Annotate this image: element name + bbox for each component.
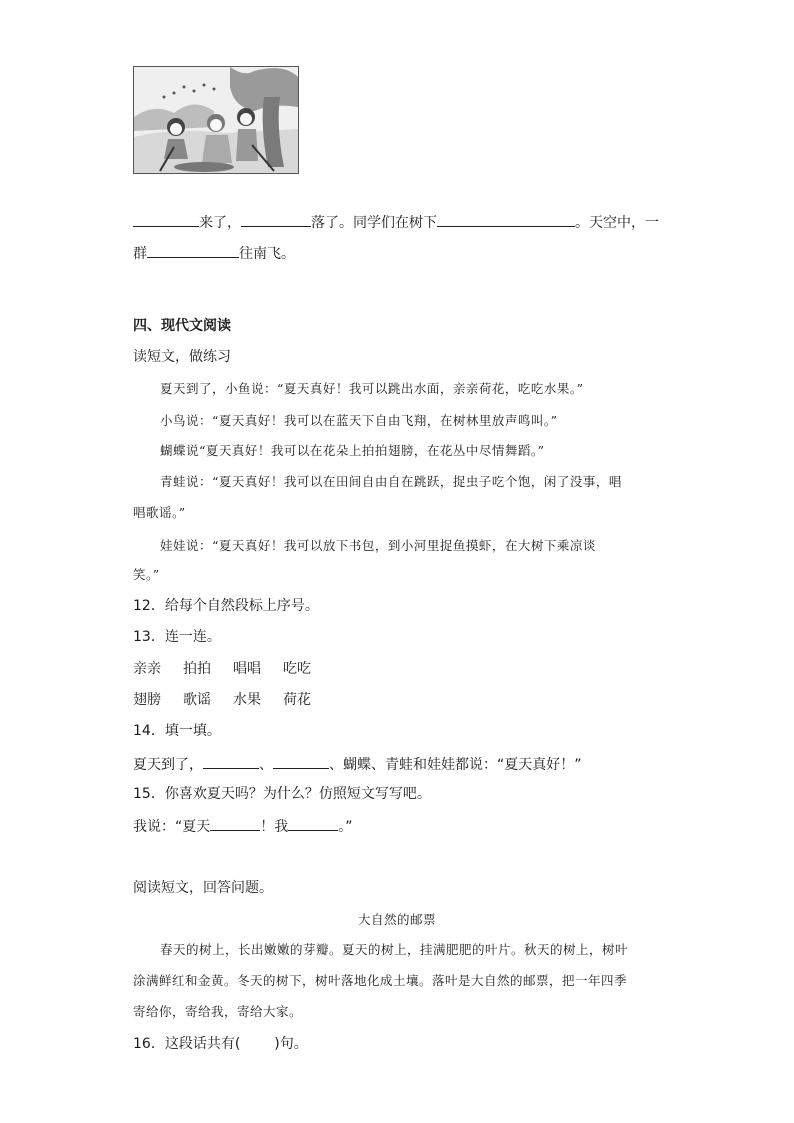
match-word[interactable]: 拍拍 (183, 661, 211, 677)
instruction-2: 阅读短文，回答问题。 (133, 880, 273, 896)
match-word[interactable]: 荷花 (283, 692, 311, 708)
match-word[interactable]: 水果 (233, 692, 261, 708)
question-13: 13．连一连。 (133, 629, 221, 645)
passage-line: 寄给你，寄给我，寄给大家。 (133, 1004, 303, 1019)
match-word[interactable]: 翅膀 (133, 692, 161, 708)
picture-sentence-line2: 群 往南飞。 (133, 242, 295, 264)
passage-paragraph: 夏天到了，小鱼说：“夏天真好！我可以跳出水面，亲亲荷花，吃吃水果。” (160, 381, 584, 396)
match-row-1 (133, 659, 333, 679)
picture-sentence-line1: 来了， 落了。同学们在树下 。天空中，一 (133, 211, 659, 233)
passage-line: 涂满鲜红和金黄。冬天的树下，树叶落地化成土壤。落叶是大自然的邮票，把一年四季 (133, 973, 628, 988)
answer-blank[interactable] (437, 211, 575, 227)
match-word[interactable]: 吃吃 (283, 661, 311, 677)
question-15: 15．你喜欢夏天吗？为什么？仿照短文写写吧。 (133, 786, 431, 802)
question-12: 12．给每个自然段标上序号。 (133, 598, 319, 614)
match-word[interactable]: 歌谣 (183, 692, 211, 708)
question-16: 16．这段话共有( )句。 (133, 1036, 308, 1052)
answer-blank[interactable] (133, 211, 199, 227)
autumn-illustration (133, 66, 299, 174)
answer-blank[interactable] (147, 242, 239, 258)
passage-line: 春天的树上，长出嫩嫩的芽瓣。夏天的树上，挂满肥肥的叶片。秋天的树上，树叶 (160, 942, 629, 957)
answer-blank[interactable] (203, 753, 259, 769)
answer-blank[interactable] (288, 815, 338, 831)
children-sweeping-leaves-image (134, 67, 298, 173)
passage-paragraph: 青蛙说：“夏天真好！我可以在田间自由自在跳跃，捉虫子吃个饱，闲了没事，唱 (160, 474, 622, 489)
passage-title: 大自然的邮票 (357, 912, 436, 927)
answer-blank[interactable] (210, 815, 260, 831)
match-row-2 (133, 690, 333, 710)
match-word[interactable]: 唱唱 (233, 661, 261, 677)
match-word[interactable]: 亲亲 (133, 661, 161, 677)
passage-paragraph-cont: 唱歌谣。” (133, 505, 186, 520)
section-heading: 四、现代文阅读 (133, 318, 231, 334)
question-15-sentence: 我说：“夏天 ！我 。” (133, 815, 353, 837)
answer-blank[interactable] (241, 211, 311, 227)
passage-paragraph: 娃娃说：“夏天真好！我可以放下书包，到小河里捉鱼摸虾，在大树下乘凉谈 (160, 538, 596, 553)
passage-paragraph: 蝴蝶说“夏天真好！我可以在花朵上拍拍翅膀，在花丛中尽情舞蹈。” (160, 443, 545, 458)
passage-paragraph: 小鸟说：“夏天真好！我可以在蓝天下自由飞翔，在树林里放声鸣叫。” (160, 413, 558, 428)
answer-blank[interactable] (273, 753, 329, 769)
question-14-sentence: 夏天到了， 、 、蝴蝶、青蛙和娃娃都说：“夏天真好！” (133, 753, 582, 775)
instruction: 读短文，做练习 (133, 349, 231, 365)
passage-paragraph-cont: 笑。” (133, 567, 160, 582)
question-14: 14．填一填。 (133, 723, 221, 739)
